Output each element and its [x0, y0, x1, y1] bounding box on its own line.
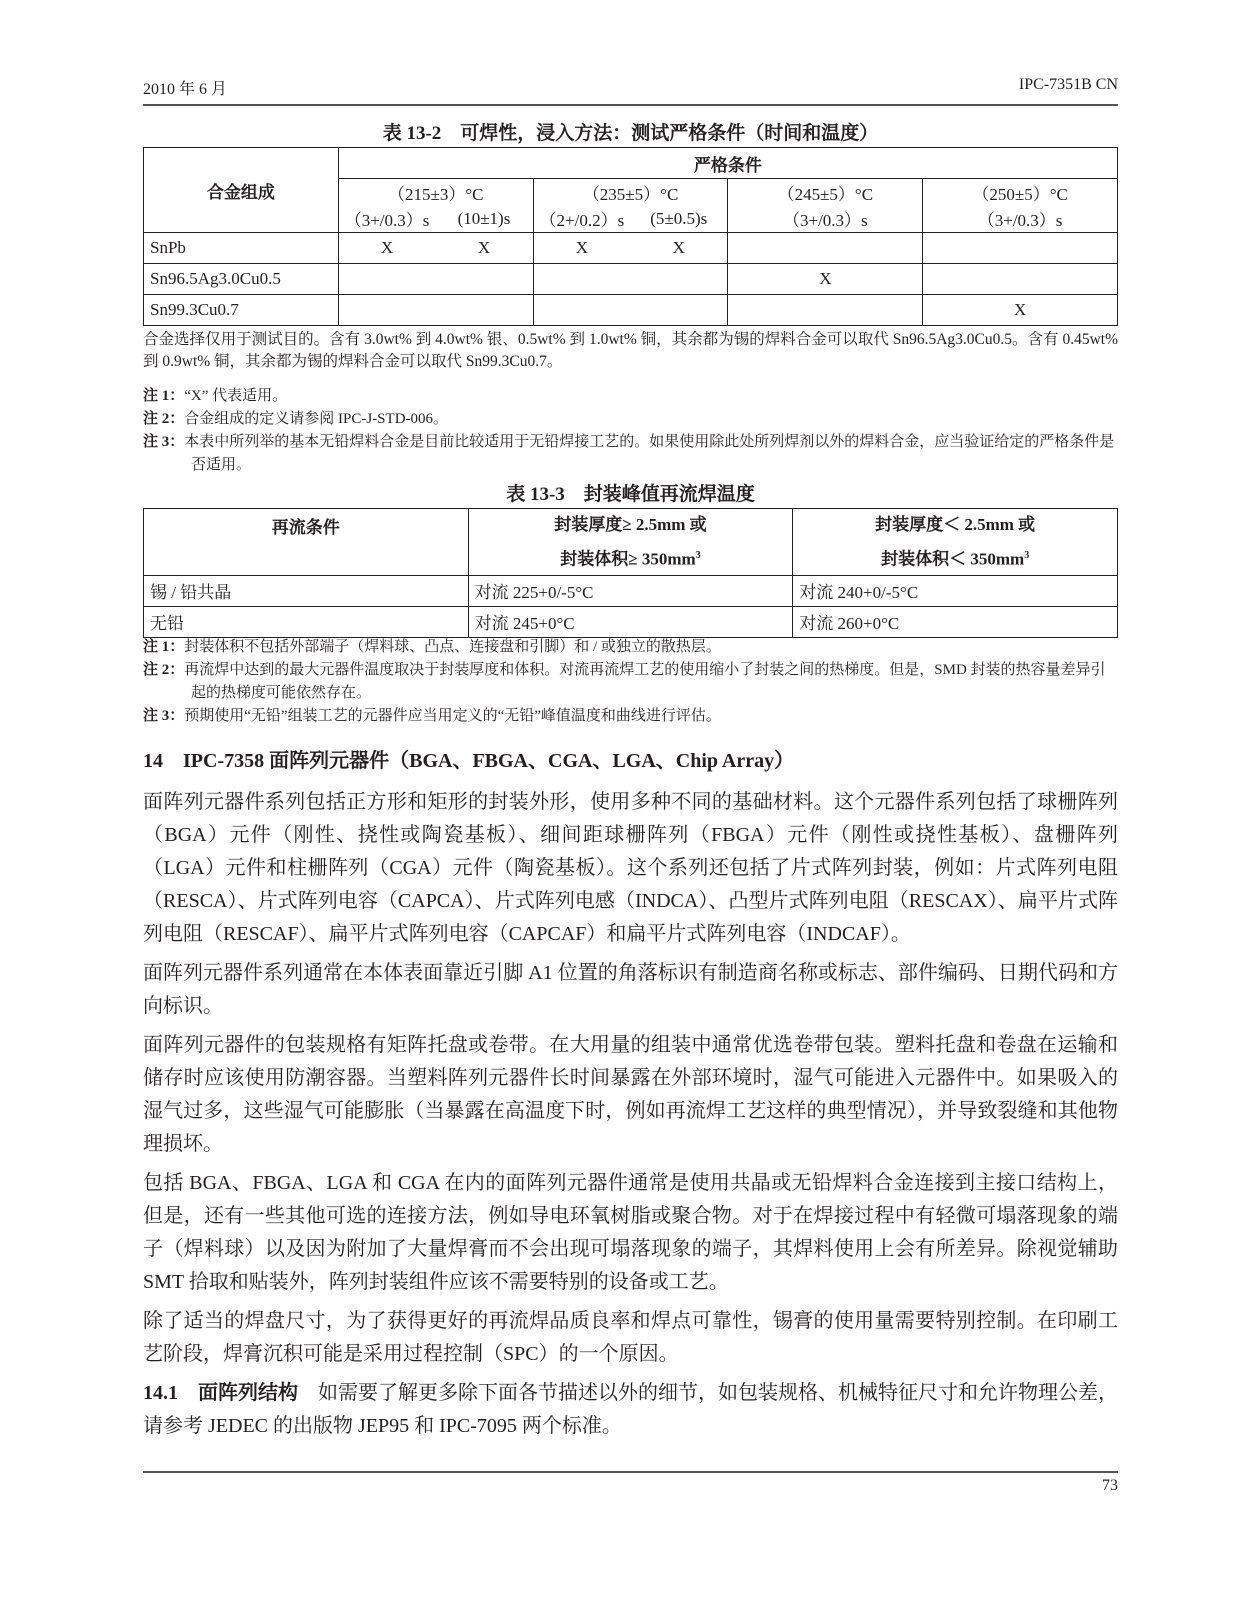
header-line: 封装厚度＜ 2.5mm 或	[875, 515, 1036, 534]
table-13-2-title: 表 13-2 可焊性，浸入方法：测试严格条件（时间和温度）	[382, 123, 879, 144]
paragraph: 面阵列元器件的包装规格有矩阵托盘或卷带。在大用量的组装中通常优选卷带包装。塑料托盘和卷盘在运输和储存时应该使用防潮容器。当塑料阵列元器件长时间暴露在外部环境时，湿气可能进入元器件中。如果吸入的湿气过多，这些湿气可能膨胀（当暴露在高温度下时，例如再流焊工艺这样的典型情况），并导致裂缝和其他物理损坏。	[143, 1034, 1118, 1155]
temp-245: （245±5）°C	[728, 179, 923, 206]
superscript: 3	[695, 550, 701, 561]
note-label: 注 2：	[143, 411, 185, 427]
table-13-2-caption: 合金选择仅用于测试目的。含有 3.0wt% 到 4.0wt% 银、0.5wt% 到 1.0wt% 铜，其余都为锡的焊料合金可以取代 Sn96.5Ag3.0Cu0.5。含有 0.45wt% 到 0.9wt% 铜，其余都为锡的焊料合金可以取代 Sn99.3Cu0.7。	[143, 331, 1118, 370]
mark-cell: X	[923, 295, 1118, 326]
temp-235: （235±5）°C	[533, 179, 728, 206]
time: （3+/0.3）s	[338, 206, 435, 233]
paragraph: 包括 BGA、FBGA、LGA 和 CGA 在内的面阵列元器件通常是使用共晶或无铅焊料合金连接到主接口结构上，但是，还有一些其他可选的连接方法，例如导电环氧树脂或聚合物。对于在焊接过程中有轻微可塌落现象的端子（焊料球）以及因为附加了大量焊膏而不会出现可塌落现象的端子，其焊料使用上会有所差异。除视觉辅助 SMT 拾取和贴装外，阵列封装组件应该不需要特别的设备或工艺。	[143, 1172, 1118, 1293]
note-text: 预期使用“无铅”组装工艺的元器件应当用定义的“无铅”峰值温度和曲线进行评估。	[184, 708, 721, 724]
section-14-body	[143, 786, 1118, 1449]
note-text: 本表中所列举的基本无铅焊料合金是目前比较适用于无铅焊接工艺的。如果使用除此处所列焊剂以外的焊料合金，应当验证给定的严格条件是否适用。	[184, 434, 1115, 473]
time: （2+/0.2）s	[533, 206, 630, 233]
time: （3+/0.3）s	[728, 206, 923, 233]
mark-cell	[728, 233, 923, 264]
header-severity: 严格条件	[338, 148, 1117, 179]
paragraph: 面阵列元器件系列包括正方形和矩形的封装外形，使用多种不同的基础材料。这个元器件系列包括了球栅阵列（BGA）元件（刚性、挠性或陶瓷基板）、细间距球栅阵列（FBGA）元件（刚性或挠性基板）、盘栅阵列（LGA）元件和柱栅阵列（CGA）元件（陶瓷基板）。这个系列还包括了片式阵列封装，例如：片式阵列电阻（RESCA）、片式阵列电容（CAPCA）、片式阵列电感（INDCA）、凸型片式阵列电阻（RESCAX）、扁平片式阵列电阻（RESCAF）、扁平片式阵列电容（CAPCAF）和扁平片式阵列电容（INDCAF）。	[143, 791, 1118, 945]
table-row	[144, 233, 1118, 264]
mark-cell: X	[728, 264, 923, 295]
table-row	[144, 575, 1118, 606]
header-thick	[468, 509, 793, 576]
header-volume: 封装体积＜ 350mm	[881, 549, 1025, 569]
note-label: 注 1：	[143, 388, 185, 404]
header-date: 2010 年 6 月	[143, 81, 228, 98]
cell: 对流 260+0°C	[793, 606, 1118, 637]
table-13-3-notes	[143, 636, 1118, 728]
subsection-14-1-text: 如需要了解更多除下面各节描述以外的细节，如包装规格、机械特征尺寸和允许物理公差，请参考 JEDEC 的出版物 JEP95 和 IPC-7095 两个标准。	[143, 1382, 1118, 1437]
mark-cell	[533, 264, 728, 295]
note-text: 合金组成的定义请参阅 IPC-J-STD-006。	[184, 411, 449, 427]
mark-cell	[533, 295, 728, 326]
mark-cell	[728, 295, 923, 326]
note-label: 注 3：	[143, 708, 185, 724]
temp-215: （215±3）°C	[338, 179, 533, 206]
header-line: 封装厚度≥ 2.5mm 或	[554, 515, 707, 534]
time: （3+/0.3）s	[923, 206, 1118, 233]
alloy-cell: Sn96.5Ag3.0Cu0.5	[144, 264, 339, 295]
alloy-cell: Sn99.3Cu0.7	[144, 295, 339, 326]
note-text: 再流焊中达到的最大元器件温度取决于封装厚度和体积。对流再流焊工艺的使用缩小了封装之间的热梯度。但是，SMD 封装的热容量差异引起的热梯度可能依然存在。	[184, 662, 1106, 701]
table-row	[144, 264, 1118, 295]
cell: 锡 / 铅共晶	[144, 575, 469, 606]
note-label: 注 1：	[143, 639, 185, 655]
table-13-3	[143, 508, 1118, 638]
footer-rule	[143, 1471, 1118, 1473]
mark-cell: X	[630, 233, 728, 264]
note	[143, 705, 1118, 728]
table-row	[144, 295, 1118, 326]
alloy-cell: SnPb	[144, 233, 339, 264]
paragraph: 面阵列元器件系列通常在本体表面靠近引脚 A1 位置的角落标识有制造商名称或标志、部件编码、日期代码和方向标识。	[143, 962, 1118, 1017]
note-label: 注 2：	[143, 662, 185, 678]
mark-cell	[923, 264, 1118, 295]
subsection-14-1-heading: 14.1 面阵列结构	[143, 1382, 298, 1404]
mark-cell	[338, 264, 533, 295]
temp-250: （250±5）°C	[923, 179, 1118, 206]
note-text: 封装体积不包括外部端子（焊料球、凸点、连接盘和引脚）和 / 或独立的散热层。	[184, 639, 721, 655]
section-14-heading: 14 IPC-7358 面阵列元器件（BGA、FBGA、CGA、LGA、Chip Array）	[143, 750, 795, 772]
mark-cell: X	[338, 233, 435, 264]
mark-cell: X	[435, 233, 533, 264]
note	[143, 408, 1118, 431]
mark-cell	[338, 295, 533, 326]
header-reflow-condition: 再流条件	[144, 509, 469, 576]
note	[143, 385, 1118, 408]
superscript: 3	[1024, 550, 1030, 561]
cell: 对流 240+0/-5°C	[793, 575, 1118, 606]
header-thin	[793, 509, 1118, 576]
paragraph: 除了适当的焊盘尺寸，为了获得更好的再流焊品质良率和焊点可靠性，锡膏的使用量需要特别控制。在印刷工艺阶段，焊膏沉积可能是采用过程控制（SPC）的一个原因。	[143, 1310, 1118, 1365]
mark-cell	[923, 233, 1118, 264]
time: (10±1)s	[435, 206, 533, 233]
cell: 对流 225+0/-5°C	[468, 575, 793, 606]
header-volume: 封装体积≥ 350mm	[560, 549, 696, 569]
cell: 对流 245+0°C	[468, 606, 793, 637]
header-rule	[143, 104, 1118, 106]
header-line	[475, 540, 787, 575]
note-label: 注 3：	[143, 434, 185, 450]
table-13-3-title: 表 13-3 封装峰值再流焊温度	[506, 484, 755, 505]
header-alloy: 合金组成	[144, 148, 339, 233]
header-line	[799, 540, 1111, 575]
cell: 无铅	[144, 606, 469, 637]
time: (5±0.5)s	[630, 206, 728, 233]
note	[143, 659, 1118, 705]
page-number: 73	[1102, 1477, 1118, 1494]
header-doc-id: IPC-7351B CN	[1018, 76, 1118, 93]
paragraph	[143, 1377, 1118, 1443]
note	[143, 636, 1118, 659]
mark-cell: X	[533, 233, 630, 264]
note-text: “X” 代表适用。	[184, 388, 288, 404]
table-13-2-notes	[143, 385, 1118, 477]
note	[143, 431, 1118, 477]
table-row	[144, 606, 1118, 637]
table-13-2	[143, 147, 1118, 326]
